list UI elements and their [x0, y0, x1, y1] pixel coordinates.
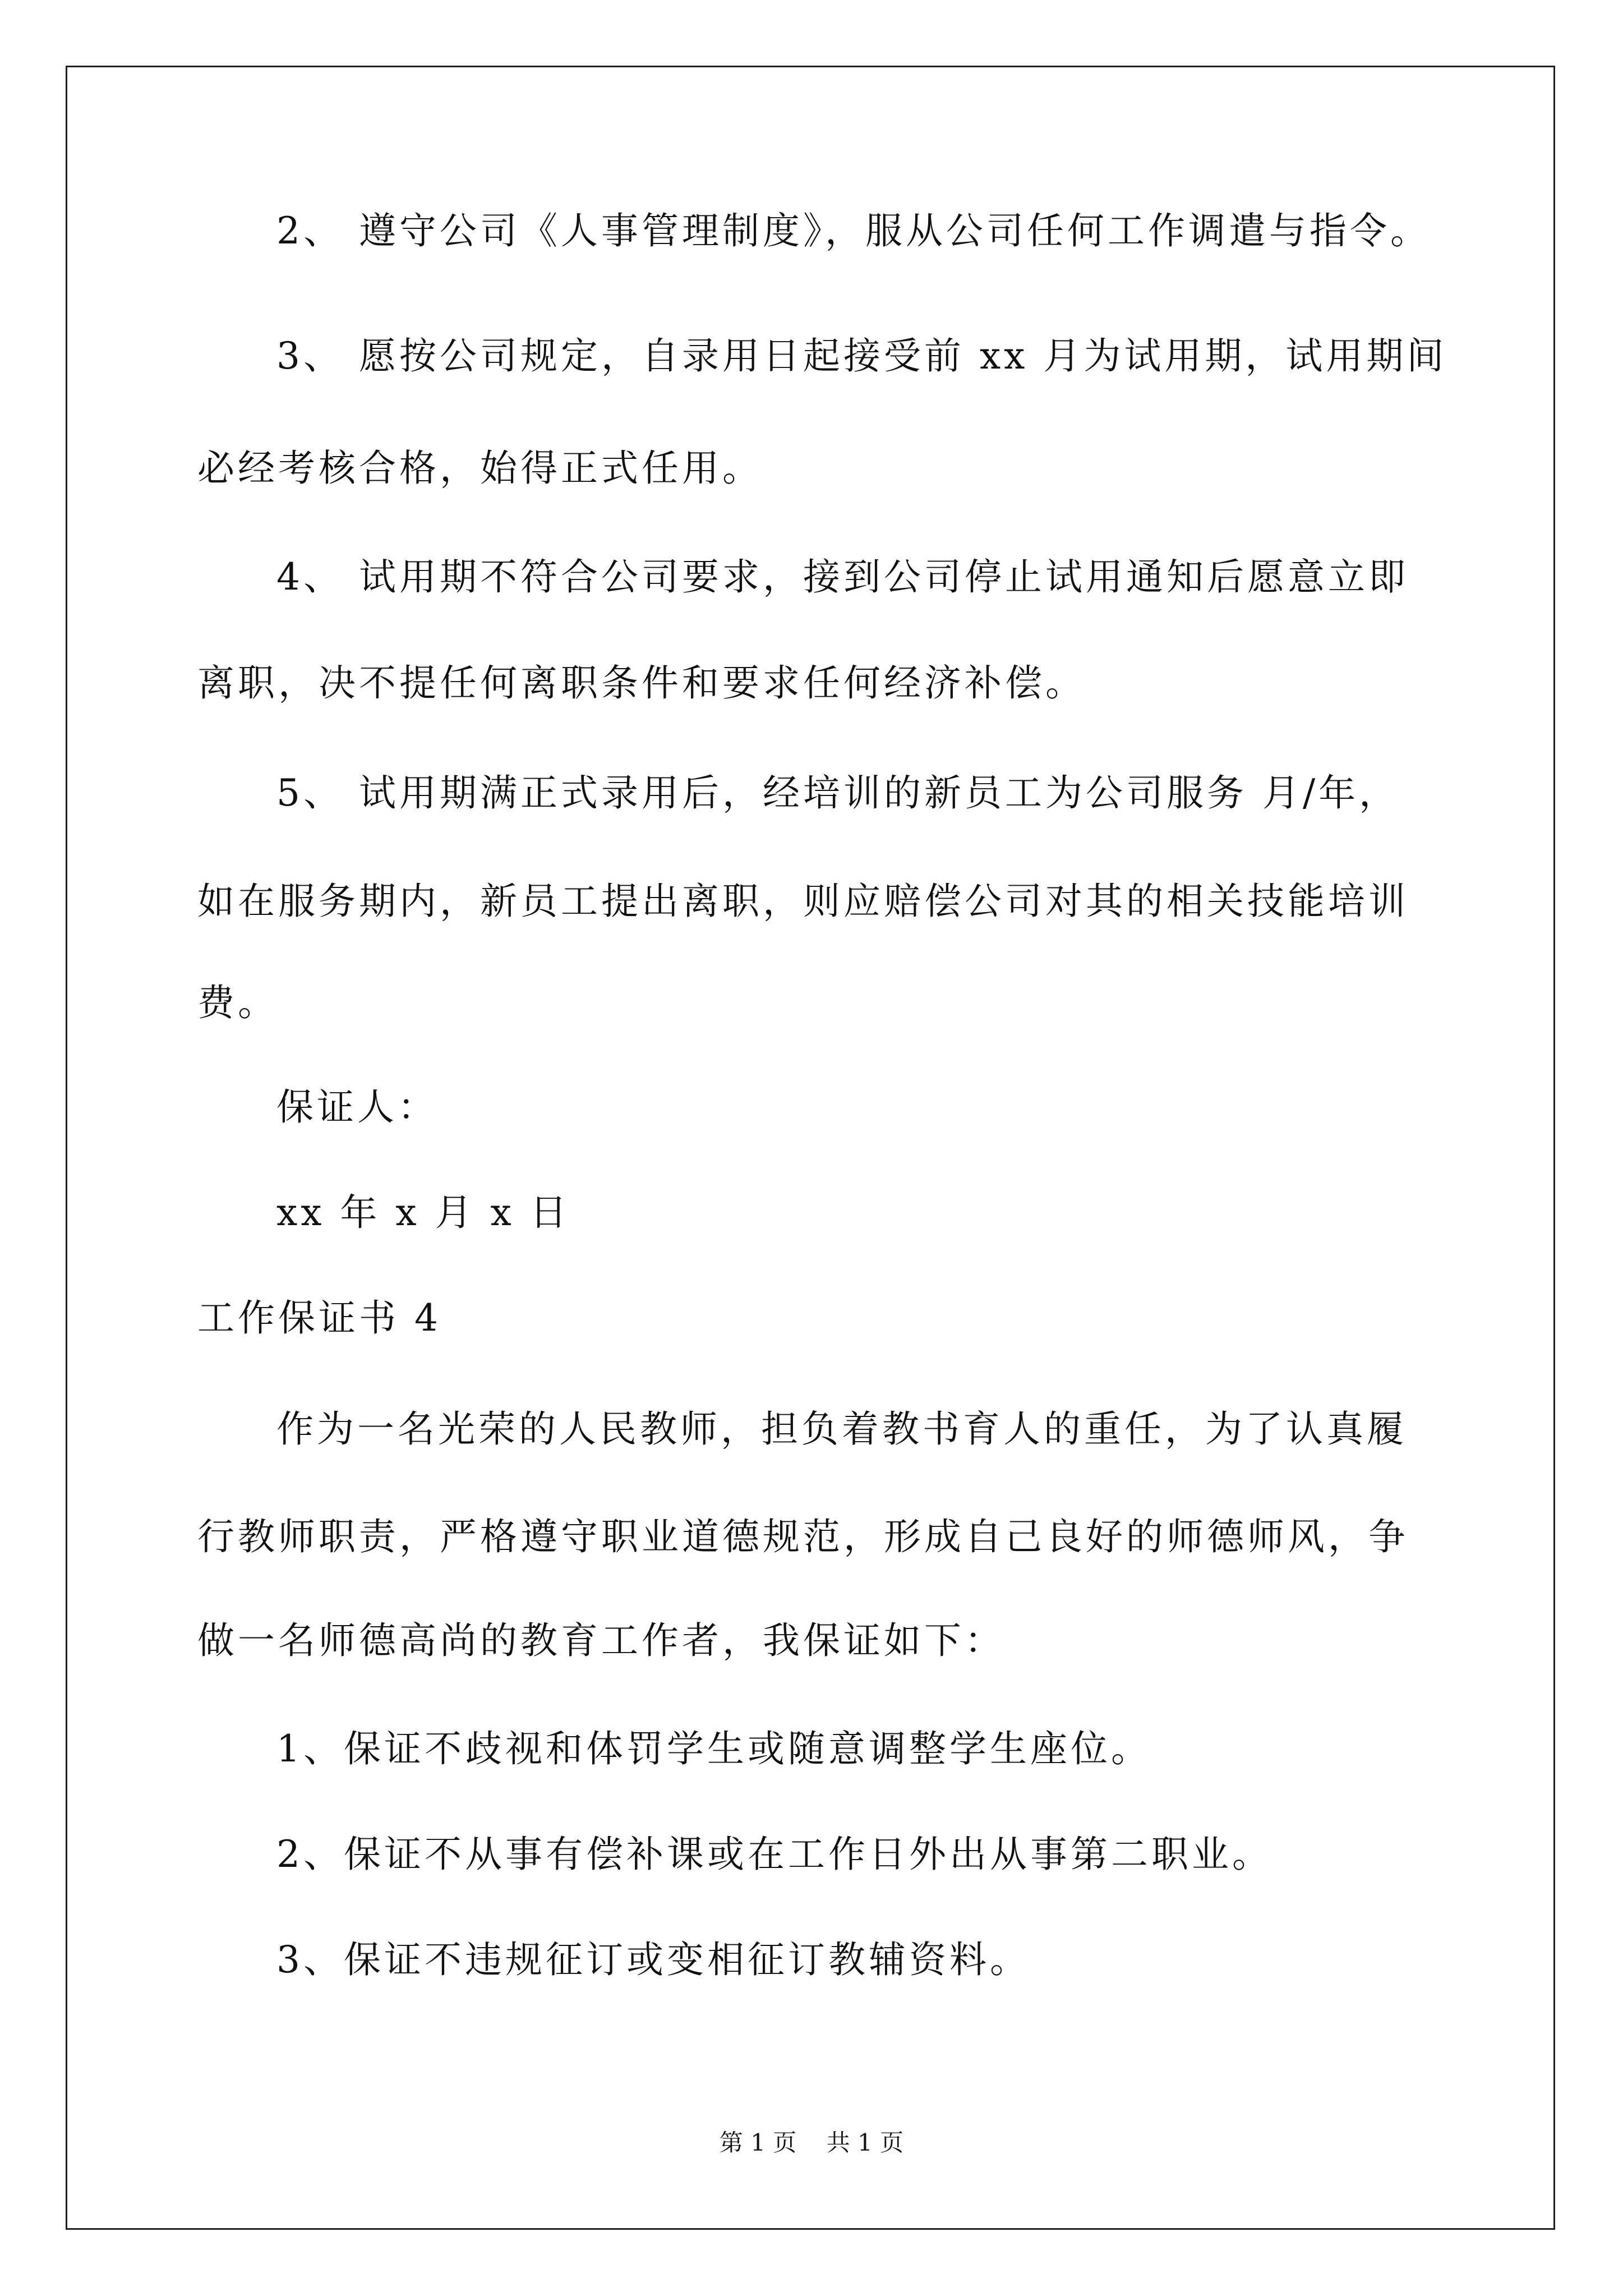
- signature-date: xx 年 x 月 x 日: [276, 1191, 570, 1234]
- pledge-1: 1、保证不歧视和体罚学生或随意调整学生座位。: [276, 1727, 1151, 1770]
- clause-5-line-3: 费。: [197, 981, 278, 1024]
- clause-4-line-1: 4、 试用期不符合公司要求，接到公司停止试用通知后愿意立即: [276, 555, 1409, 599]
- intro-line-2: 行教师职责，严格遵守职业道德规范，形成自己良好的师德师风，争: [197, 1515, 1409, 1558]
- clause-3-line-1: 3、 愿按公司规定，自录用日起接受前 xx 月为试用期，试用期间: [276, 334, 1447, 378]
- clause-5-line-2: 如在服务期内，新员工提出离职，则应赔偿公司对其的相关技能培训: [197, 880, 1409, 923]
- guarantor-label: 保证人：: [276, 1085, 438, 1129]
- section-heading: 工作保证书 4: [197, 1296, 441, 1340]
- clause-2: 2、 遵守公司《人事管理制度》，服从公司任何工作调遣与指令。: [276, 209, 1431, 252]
- page-footer: [0, 2128, 1623, 2157]
- intro-line-3: 做一名师德高尚的教育工作者，我保证如下：: [197, 1619, 1005, 1662]
- pledge-3: 3、保证不违规征订或变相征订教辅资料。: [276, 1938, 1030, 1981]
- clause-4-line-2: 离职，决不提任何离职条件和要求任何经济补偿。: [197, 661, 1086, 705]
- pledge-2: 2、保证不从事有偿补课或在工作日外出从事第二职业。: [276, 1833, 1272, 1876]
- page-border: [66, 66, 1555, 2230]
- clause-5-line-1: 5、 试用期满正式录用后，经培训的新员工为公司服务 月/年，: [276, 771, 1400, 815]
- intro-line-1: 作为一名光荣的人民教师，担负着教书育人的重任，为了认真履: [276, 1407, 1407, 1451]
- clause-3-line-2: 必经考核合格，始得正式任用。: [197, 447, 763, 490]
- page-number: 第 1 页 共 1 页: [719, 2129, 904, 2156]
